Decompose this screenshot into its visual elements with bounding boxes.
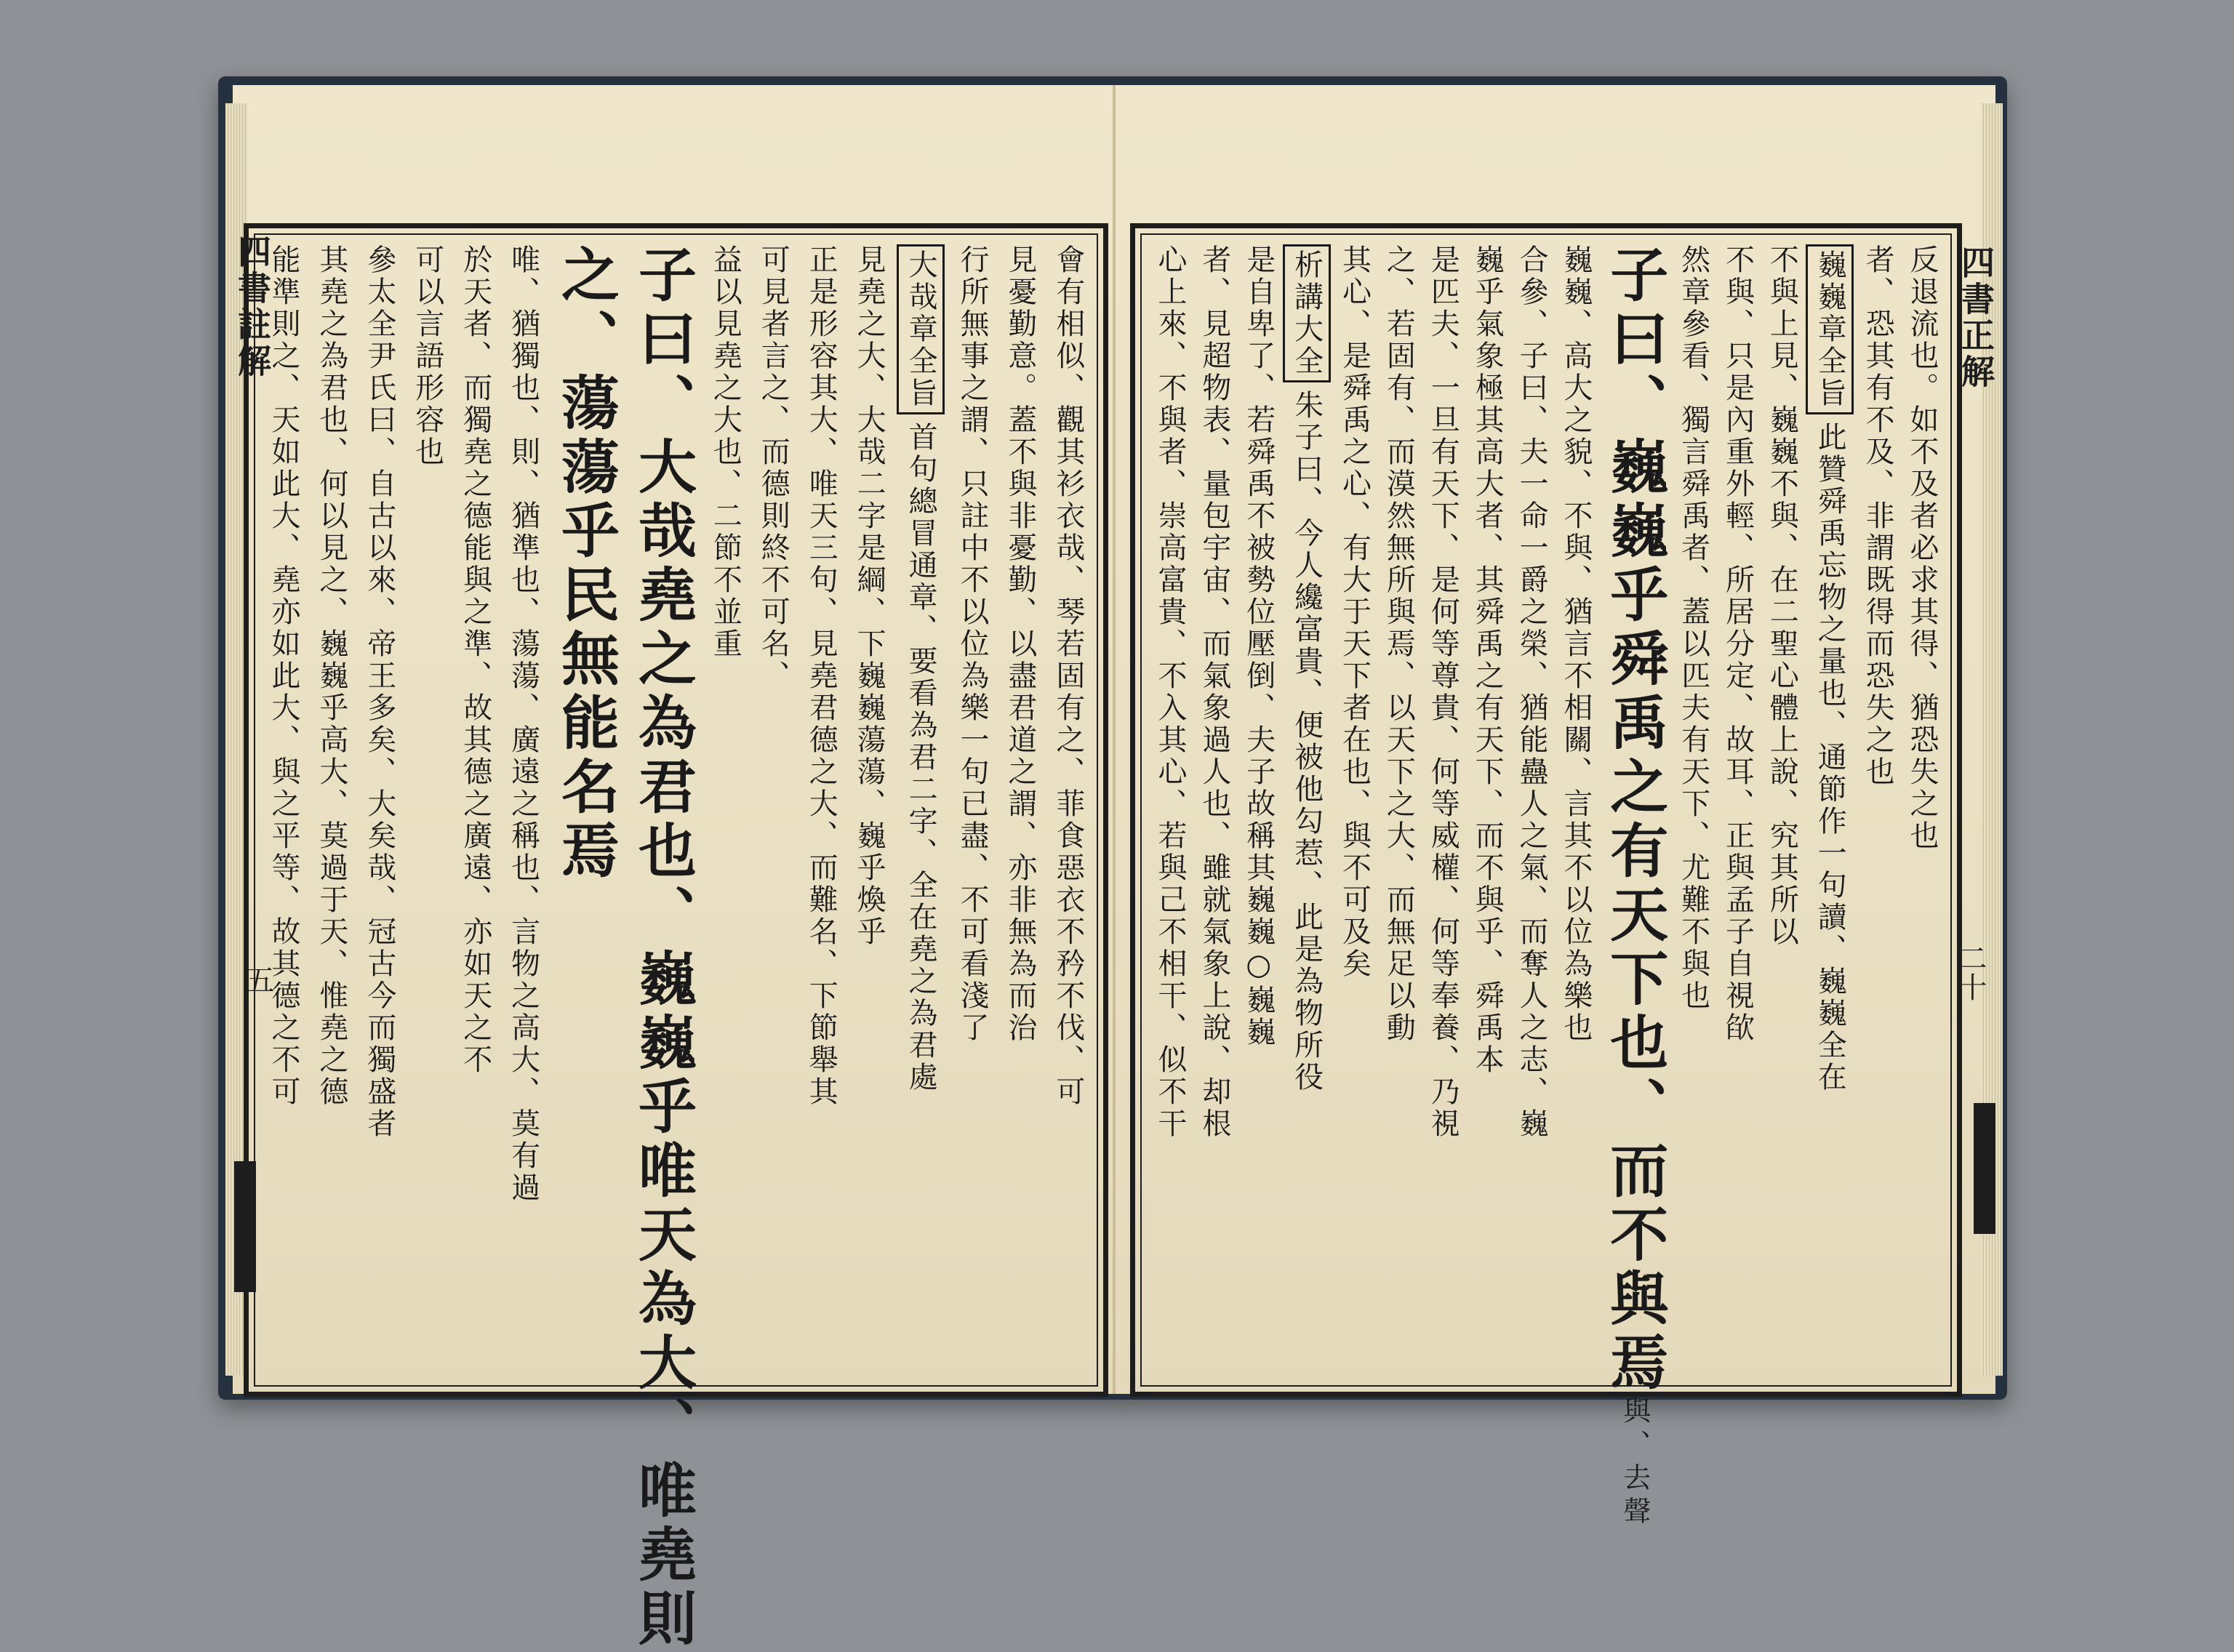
column-text: 其心、是舜禹之心、有大于天下者在也、與不可及矣 (1337, 244, 1372, 980)
commentary-column (1467, 244, 1508, 1376)
commentary-column (952, 244, 993, 1376)
column-text: 不與、只是內重外輕、所居分定、故耳、正與孟子自視欿 (1721, 244, 1755, 1044)
commentary-column (1194, 244, 1235, 1376)
commentary-column (849, 244, 889, 1376)
commentary-column (1283, 244, 1331, 1376)
commentary-column (311, 244, 352, 1376)
commentary-column (1761, 244, 1802, 1376)
column-text: 朱子曰、今人纔富貴、便被他勾惹、此是為物所役 (1289, 390, 1324, 1094)
column-text: 心上來、不與者、崇高富貴、不入其心、若與己不相干、似不干 (1153, 244, 1187, 1140)
column-text: 可以言語形容也 (410, 244, 444, 468)
section-heading-box: 析講大全 (1283, 244, 1331, 382)
column-text: 子曰、大哉堯之為君也、巍巍乎唯天為大、唯堯則 (628, 244, 697, 1652)
commentary-column (503, 244, 544, 1376)
column-text: 子曰、巍巍乎舜禹之有天下也、而不與焉 (1600, 244, 1669, 1396)
commentary-column (1556, 244, 1596, 1376)
left-margin-title: 四書註解 (233, 234, 272, 380)
column-text: 見堯之大、大哉二字是綱、下巍巍蕩蕩、巍乎煥乎 (852, 244, 886, 948)
column-text: 唯、猶獨也、則、猶準也、蕩蕩、廣遠之稱也、言物之高大、莫有過 (506, 244, 540, 1204)
commentary-column (1334, 244, 1375, 1376)
column-text: 反退流也。如不及者必求其得、猶恐失之也 (1905, 244, 1939, 852)
column-text: 然章參看、獨言舜禹者、蓋以匹夫有天下、尤難不與也 (1676, 244, 1710, 1012)
column-text: 之、蕩蕩乎民無能名焉 (551, 244, 620, 884)
column-text: 者、恐其有不及、非謂既得而恐失之也 (1861, 244, 1895, 788)
commentary-column (407, 244, 448, 1376)
column-text: 之、若固有、而漠然無所與焉、以天下之大、而無足以動 (1382, 244, 1416, 1044)
right-page (1114, 85, 1995, 1530)
commentary-column (1000, 244, 1041, 1376)
column-text: 是自卑了、若舜禹不被勢位壓倒、夫子故稱其巍巍○巍巍 (1241, 244, 1276, 1048)
column-text: 益以見堯之大也、二節不並重 (708, 244, 742, 660)
column-text: 會有相似、觀其衫衣哉、琴若固有之、菲食惡衣不矜不伐、可 (1051, 244, 1085, 1108)
commentary-column (1378, 244, 1419, 1376)
commentary-column (1902, 244, 1942, 1376)
column-text: 正是形容其大、唯天三句、見堯君德之大、而難名、下節舉其 (804, 244, 838, 1108)
main-text-column (551, 244, 621, 1376)
column-text: 於天者、而獨堯之德能與之準、故其德之廣遠、亦如天之不 (458, 244, 492, 1076)
left-page (233, 85, 1114, 1652)
left-text-frame (244, 223, 1108, 1652)
column-text: 其堯之為君也、何以見之、巍巍乎高大、莫過于天、惟堯之德 (314, 244, 348, 1108)
column-text: 不與上見、巍巍不與、在二聖心體上說、究其所以 (1765, 244, 1799, 948)
commentary-column (1238, 244, 1279, 1376)
commentary-column (753, 244, 793, 1376)
commentary-column (897, 244, 945, 1376)
commentary-column (1857, 244, 1898, 1376)
column-text: 參太全尹氏曰、自古以來、帝王多矣、大矣哉、冠古今而獨盛者 (362, 244, 396, 1140)
pronunciation-note: 與、去聲 (1618, 1396, 1651, 1530)
left-columns (263, 244, 1089, 1652)
column-text: 合參、子曰、夫一命一爵之榮、猶能蠱人之氣、而奪人之志、巍 (1515, 244, 1548, 1140)
commentary-column (1511, 244, 1552, 1376)
commentary-column (1806, 244, 1854, 1376)
column-text: 是匹夫、一旦有天下、是何等尊貴、何等威權、何等奉養、乃視 (1426, 244, 1460, 1140)
column-text: 首句總冒通章、要看為君二字、全在堯之為君處 (904, 422, 938, 1094)
right-columns (1150, 244, 1942, 1530)
main-text-column (1600, 244, 1670, 1530)
column-text: 行所無事之謂、只註中不以位為樂一句已盡、不可看淺了 (955, 244, 989, 1044)
right-fishtail-mark (1974, 1103, 1995, 1234)
section-heading-box: 巍巍章全旨 (1806, 244, 1854, 414)
left-folio: 五 (241, 965, 274, 994)
column-text: 此贊舜禹忘物之量也、通節作一句讀、巍巍全在 (1813, 422, 1847, 1094)
commentary-column (1048, 244, 1089, 1376)
right-text-frame (1130, 223, 1962, 1530)
commentary-column (359, 244, 400, 1376)
commentary-column (705, 244, 745, 1376)
column-text: 巍巍、高大之貌、不與、猶言不相關、言其不以位為樂也 (1558, 244, 1593, 1044)
commentary-column (801, 244, 841, 1376)
column-text: 能準則之、天如此大、堯亦如此大、與之平等、故其德之不可 (267, 244, 300, 1108)
main-text-column (628, 244, 697, 1652)
column-text: 巍乎氣象極其高大者、其舜禹之有天下、而不與乎、舜禹本 (1470, 244, 1505, 1076)
commentary-column (1422, 244, 1463, 1376)
commentary-column (1150, 244, 1190, 1376)
column-text: 者、見超物表、量包宇宙、而氣象過人也、雖就氣象上說、却根 (1197, 244, 1231, 1140)
column-text: 見憂勤意。蓋不與非憂勤、以盡君道之謂、亦非無為而治 (1003, 244, 1037, 1044)
open-book (218, 76, 2007, 1652)
right-folio: 二十 (1953, 943, 1987, 1001)
commentary-column (263, 244, 304, 1376)
column-text: 可見者言之、而德則終不可名、 (756, 244, 790, 692)
right-margin-title: 四書正解 (1956, 245, 1995, 390)
commentary-column (1718, 244, 1758, 1376)
section-heading-box: 大哉章全旨 (897, 244, 945, 414)
commentary-column (1673, 244, 1714, 1376)
commentary-column (455, 244, 496, 1376)
